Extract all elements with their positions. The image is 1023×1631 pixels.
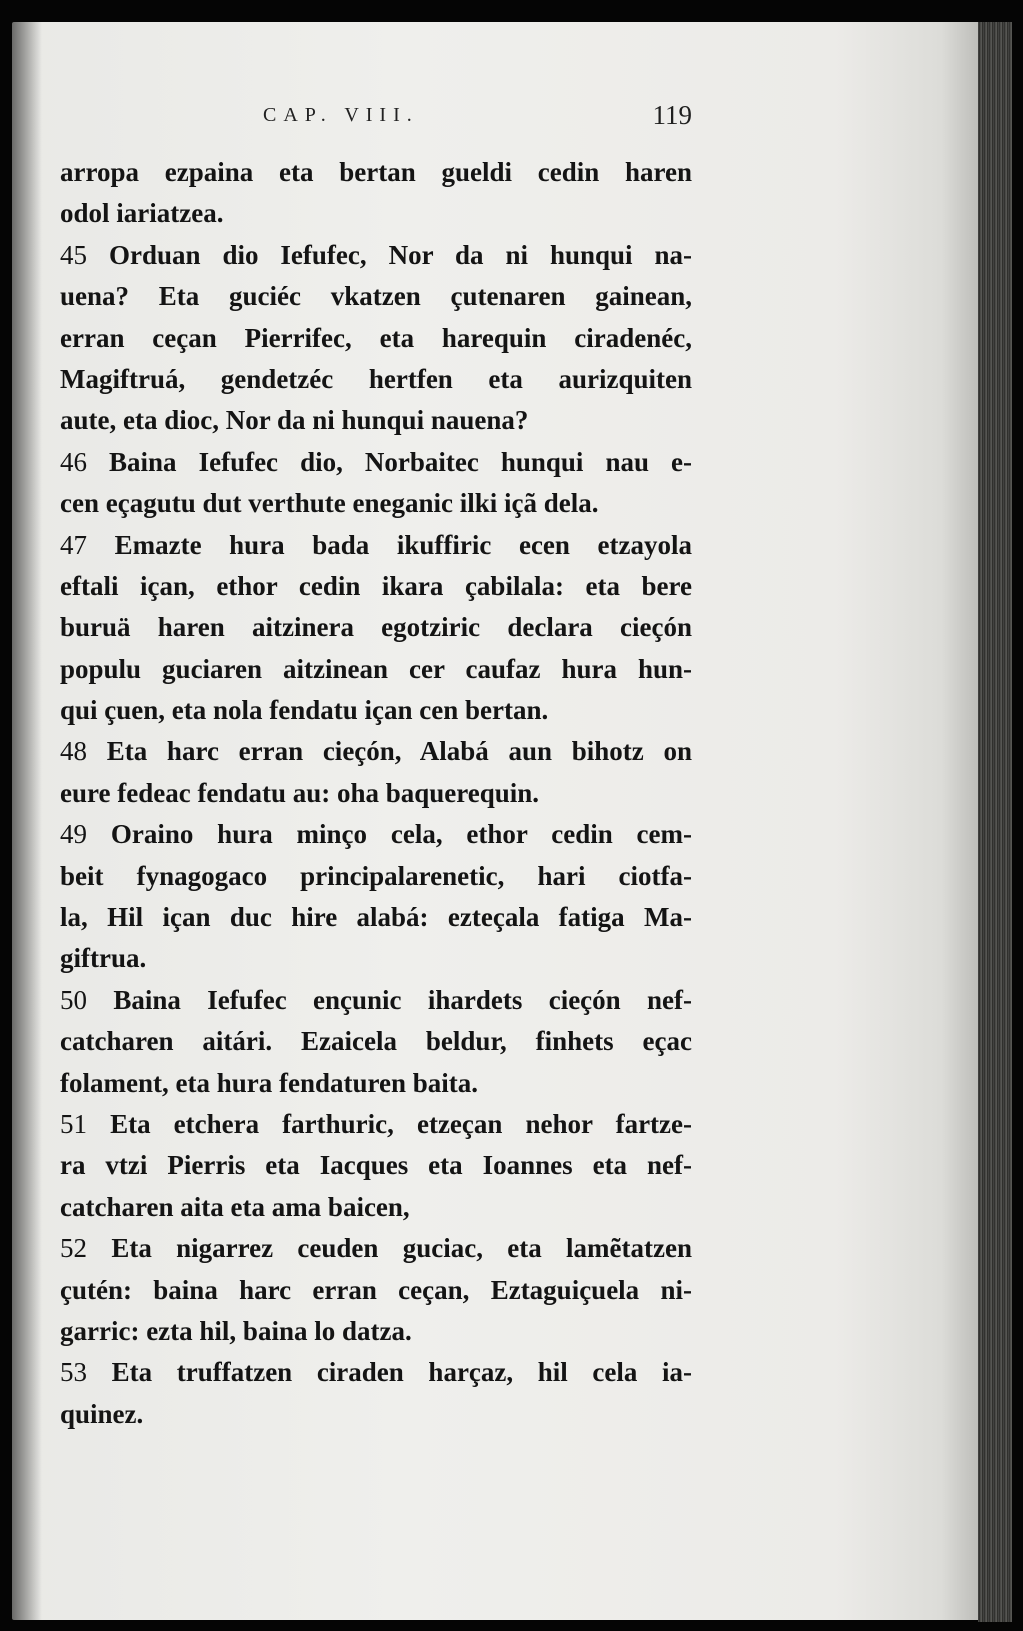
text-line: [60, 980, 692, 1021]
text-line: [60, 193, 692, 234]
text-line: [60, 773, 692, 814]
line-text: folament, eta hura fendaturen baita.: [60, 1067, 478, 1098]
line-text: quinez.: [60, 1398, 144, 1429]
verse-number: 53: [60, 1357, 112, 1388]
text-line: [60, 1270, 692, 1311]
line-text: ra vtzi Pierris eta Iacques eta Ioannes eta nef-: [60, 1150, 692, 1181]
line-text: Oraino hura minço cela, ethor cedin cem-: [110, 819, 692, 850]
line-text: Eta truffatzen ciraden harçaz, hil cela ia-: [111, 1357, 692, 1388]
line-text: giftrua.: [60, 943, 147, 974]
line-text: Eta etchera farthuric, etzeçan nehor fartze-: [110, 1108, 692, 1139]
verse-number: 47: [60, 529, 115, 560]
text-line: [60, 1352, 692, 1393]
line-text: Baina Iefufec ençunic ihardets cieçón nef-: [113, 984, 692, 1015]
page-number: 119: [652, 100, 692, 130]
text-line: [60, 814, 692, 855]
gutter-shadow: [12, 22, 42, 1620]
line-text: cen eçagutu dut verthute eneganic ilki içã dela.: [60, 488, 599, 519]
page-header: [60, 100, 700, 140]
line-text: la, Hil içan duc hire alabá: ezteçala fatiga Ma-: [60, 902, 692, 933]
page-edges: [978, 22, 1012, 1622]
text-line: [60, 1394, 692, 1435]
body-text: [60, 152, 692, 1435]
line-text: Emazte hura bada ikuffiric ecen etzayola: [114, 529, 692, 560]
line-text: aute, eta dioc, Nor da ni hunqui nauena?: [60, 405, 529, 436]
line-text: qui çuen, eta nola fendatu içan cen bertan.: [60, 695, 549, 726]
text-line: [60, 318, 692, 359]
verse-number: 46: [60, 446, 110, 477]
line-text: odol iariatzea.: [60, 198, 224, 229]
verse-number: 52: [60, 1233, 112, 1264]
text-line: [60, 1311, 692, 1352]
text-line: [60, 607, 692, 648]
line-text: uena? Eta guciéc vkatzen çutenaren gainean,: [60, 281, 692, 312]
line-text: çutén: baina harc erran ceçan, Eztaguiçuela ni-: [60, 1274, 692, 1305]
text-line: [60, 1021, 692, 1062]
line-text: arropa ezpaina eta bertan gueldi cedin haren: [60, 157, 692, 187]
text-line: [60, 1063, 692, 1104]
text-line: [60, 649, 692, 690]
text-line: [60, 566, 692, 607]
text-line: [60, 400, 692, 441]
line-text: Eta harc erran cieçón, Alabá aun bihotz on: [106, 736, 692, 767]
text-line: [60, 483, 692, 524]
verse-number: 48: [60, 736, 107, 767]
text-line: [60, 152, 692, 193]
line-text: eure fedeac fendatu au: oha baquerequin.: [60, 777, 540, 808]
text-line: [60, 897, 692, 938]
text-line: [60, 276, 692, 317]
line-text: garric: ezta hil, baina lo datza.: [60, 1315, 412, 1346]
line-text: catcharen aita eta ama baicen,: [60, 1191, 410, 1222]
verse-number: 49: [60, 819, 111, 850]
text-line: [60, 359, 692, 400]
line-text: populu guciaren aitzinean cer caufaz hura hun-: [60, 653, 692, 684]
text-line: [60, 1145, 692, 1186]
line-text: buruä haren aitzinera egotziric declara cieçón: [60, 612, 692, 643]
line-text: catcharen aitári. Ezaicela beldur, finhets eçac: [60, 1026, 692, 1057]
text-line: [60, 442, 692, 483]
line-text: eftali içan, ethor cedin ikara çabilala: eta bere: [60, 570, 692, 601]
line-text: erran ceçan Pierrifec, eta harequin ciradenéc,: [60, 322, 692, 353]
verse-number: 51: [60, 1108, 111, 1139]
line-text: Eta nigarrez ceuden guciac, eta lamẽtatzen: [111, 1233, 692, 1264]
text-line: [60, 1104, 692, 1145]
text-line: [60, 1228, 692, 1269]
text-line: [60, 690, 692, 731]
line-text: Orduan dio Iefufec, Nor da ni hunqui na-: [108, 239, 692, 270]
line-text: Magiftruá, gendetzéc hertfen eta aurizquiten: [60, 363, 692, 394]
text-line: [60, 938, 692, 979]
running-head: CAP. VIII.: [263, 104, 419, 126]
text-line: [60, 731, 692, 772]
line-text: beit fynagogaco principalarenetic, hari ciotfa-: [60, 860, 692, 891]
line-text: Baina Iefufec dio, Norbaitec hunqui nau e-: [109, 446, 692, 477]
verse-number: 45: [60, 239, 109, 270]
text-line: [60, 856, 692, 897]
text-line: [60, 235, 692, 276]
verse-number: 50: [60, 984, 114, 1015]
text-line: [60, 1187, 692, 1228]
text-line: [60, 525, 692, 566]
